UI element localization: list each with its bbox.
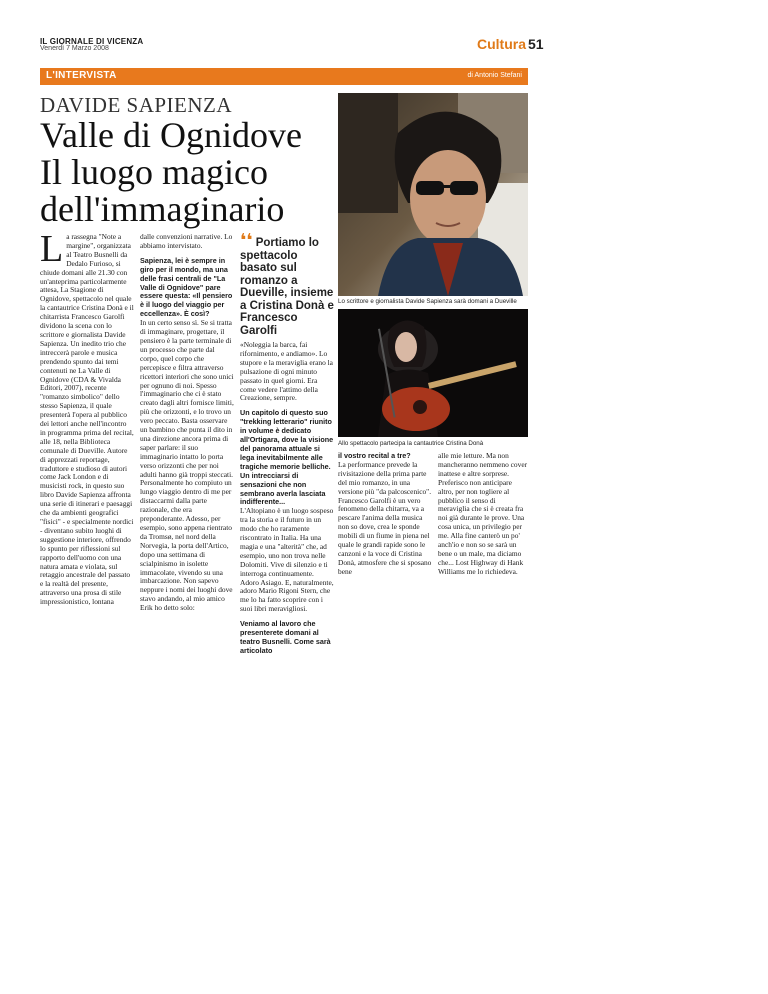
section-title: Cultura — [477, 36, 526, 52]
headline-line-3: dell'immaginario — [40, 189, 285, 229]
interview-question-3: Veniamo al lavoro che presenterete domani al teatro Busnelli. Come sarà articolato — [240, 619, 331, 655]
interview-answer-4-end: alle mie letture. Ma non mancheranno nemmeno cover inattese e altre sorprese. Preferisco non anticipare altro, per non togliere al pubblico il senso di meraviglia che si è creata fra noi già durante le prove. Una cosa unica, un privilegio per me. Alla fine canterò un po' anch'io e non so se sarà un bene o un male, ma diciamo che... Lost Highway di Hank Williams me lo richiedeva. — [438, 451, 528, 576]
byline: di Antonio Stefani — [467, 72, 522, 79]
quote-mark-icon: ❛❛ — [240, 230, 253, 250]
rubric-label: L'INTERVISTA — [46, 70, 117, 81]
interview-question-2: Un capitolo di questo suo "trekking letterario" riunito in volume è dedicato all'Ortigara, dove la visione del panorama attuale si lega inevitabilmente alle tragiche memorie belliche. Un intrecciarsi di sensazioni che non sembrano averla lasciata indifferente... — [240, 408, 334, 507]
photo-caption-2: Allo spettacolo partecipa la cantautrice Cristina Donà — [338, 440, 484, 447]
interview-answer-3: L'Altopiano è un luogo sospeso tra la storia e il futuro in un modo che ho raramente riscontrato in Italia. Ha una magia e una "alterità" che, ad esempio, uno non trova nelle Dolomiti. Vive di silenzio e ti interroga continuamente. Adoro Asiago. E, naturalmente, adoro Mario Rigoni Stern, che me lo ha fatto scoprire con i suoi libri meravigliosi. — [240, 506, 334, 614]
page-number: 51 — [528, 36, 544, 52]
article-column-5 — [438, 451, 528, 576]
headline-line-2: Il luogo magico — [40, 152, 268, 192]
interview-subject: DAVIDE SAPIENZA — [40, 93, 233, 117]
headline-line-1: Valle di Ognidove — [40, 115, 302, 155]
singer-photo — [338, 309, 528, 437]
drop-cap: L — [40, 228, 64, 270]
interview-answer-1: In un certo senso sì. Se si tratta di immaginare, progettare, il pensiero è la parte terminale di un processo che parte dal corpo, quel corpo che percepisce e filtra attraverso ricettori interiori che sono unici per ognuno di noi. Spesso l'immaginario che ci è stato creato dagli altri fornisce limiti, più che orizzonti, e lo trovo un vero peccato. Basta osservare un bambino che punta il dito in una direzione ancora prima di saper parlare: il suo immaginario intatto lo porta verso orizzonti che per noi adulti hanno già troppi steccati. Personalmente ho compiuto un lungo viaggio dentro di me per distaccarmi dalla parte razionale, che era preponderante. Adesso, per esempio, sono appena rientrato da Tromsø, nel nord della Norvegia, la porta dell'Artico, dopo una settimana di scialpinismo in isolette immacolate, vivendo su una imbarcazione. Non sapevo neppure i nomi dei luoghi dove stavo andando, al mio amico Erik ho detto solo: — [140, 318, 234, 613]
column-1-text: a rassegna "Note a margine", organizzata al Teatro Busnelli da Dedalo Furioso, si chiude domani alle 21.30 con un'anteprima particolarmente attesa, La Stagione di Ognidove, spettacolo nel quale la cantautrice Cristina Donà e il chitarrista Francesco Garolfi dividono la scena con lo scrittore e giornalista Davide Sapienza. Un inedito trio che intreccerà parole e musica prendendo spunto dai temi contenuti ne La Valle di Ognidove (CDA & Vivalda Editori, 2007), recente "romanzo simbolico" dello stesso Sapienza, il quale presenterà l'opera al pubblico dei lettori anche nell'incontro in programma prima del recital, alle 18, nella Biblioteca comunale di Dueville. Autore di apprezzati reportage, traduttore e studioso di autori come Jack London e di musicisti rock, in questo suo libro Davide Sapienza affronta una serie di itinerari e paesaggi che da ambienti geografici "fisici" - e specialmente nordici - diventano subito luoghi di suggestione interiore, offrendo lo spunto per riflessioni sul rapporto dell'uomo con una natura amata e violata, sul retaggio ancestrale del passato e la realtà del presente, attraverso una prosa di stile impressionistico, lontana — [40, 232, 134, 607]
interview-question-3-end: il vostro recital a tre? — [338, 451, 411, 460]
article-column-3 — [240, 340, 334, 655]
photo-caption-1: Lo scrittore e giornalista Davide Sapienza sarà domani a Dueville — [338, 298, 517, 305]
publication-date: Venerdì 7 Marzo 2008 — [40, 45, 109, 52]
rubric-bar — [40, 68, 528, 85]
pull-quote-text: Portiamo lo spettacolo basato sul romanzo a Dueville, insieme a Cristina Donà e Francesco Garolfi — [240, 237, 334, 337]
column-2-intro: dalle convenzioni narrative. Lo abbiamo intervistato. — [140, 232, 233, 250]
interview-answer-4: La performance prevede la rivisitazione della prima parte del mio romanzo, in una versione più "da palcoscenico". Francesco Garolfi è un vero fenomeno della chitarra, va a pescare l'anima della musica non so dove, crea le sponde mobili di un fiume in piena nel quale le grandi rapide sono le canzoni e la voce di Cristina Donà, atmosfere che si sposano bene — [338, 459, 432, 576]
author-photo — [338, 93, 528, 296]
singer-guitar-image — [338, 309, 528, 437]
article-column-2 — [140, 232, 234, 613]
pull-quote — [240, 230, 334, 337]
interview-answer-2: «Noleggia la barca, fai rifornimento, e andiamo». Lo stupore e la meraviglia erano la pulsazione di ogni minuto passato in quel giorni. Era come vedere l'attimo della Creazione, sempre. — [240, 340, 333, 403]
article-column-4 — [338, 451, 432, 576]
newspaper-name: IL GIORNALE DI VICENZA — [40, 37, 144, 46]
author-portrait-image — [338, 93, 528, 296]
interview-question-1: Sapienza, lei è sempre in giro per il mondo, ma una delle frasi centrali de "La Valle di Ognidove" pare essere questa: «Il pensiero è il luogo del viaggio per eccellenza». È così? — [140, 255, 233, 319]
headline — [40, 117, 340, 228]
article-column-1 — [40, 228, 134, 607]
